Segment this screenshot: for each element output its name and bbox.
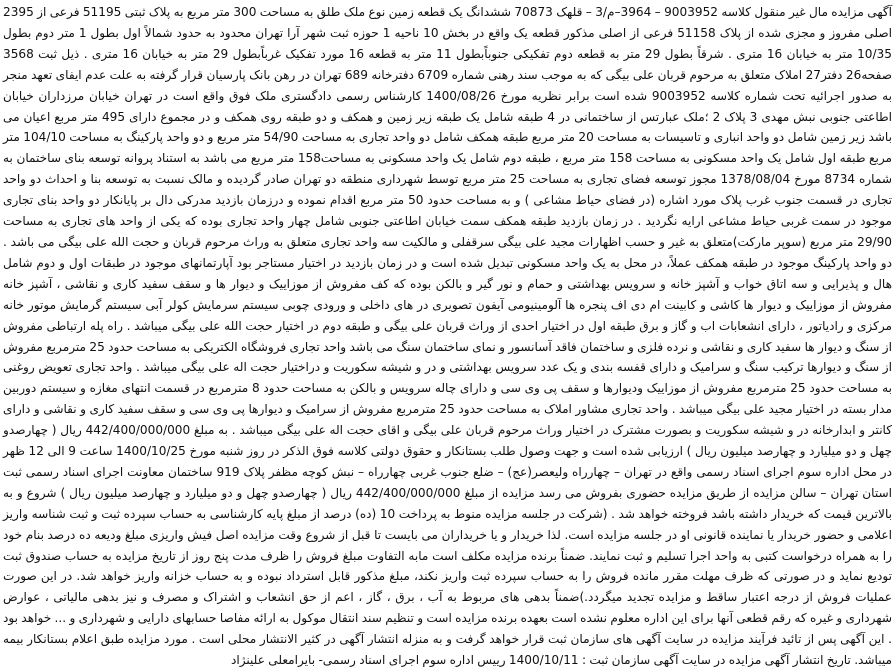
auction-notice-text: آگهی مزایده مال غیر منقول کلاسه 9003952 – 3964–م/3 – قلهک 70873 ششدانگ یک قطعه زمین نوع ملک طلق به مساحت 300 متر مربع به پلاک ثبتی 51195 فرعی از 2395 اصلی مفروز و مجزی شده از پلاک 51158 فرعی از اصلی مذکور قطعه یک واقع در بخش 10 ناحیه 1 حوزه ثبت شهر آرا تهران محدود به حدود شمالاً اول بطول 1 متر دوم بطول 10/35 متر به خیابان 16 متری . شرقاً بطول 29 متر به قطعه دوم تفکیکی جنوباًبطول 11 متر به قطعه 16 مورد تفکیک غرباًبطول 29 متر به خیابان 16 متری . ذیل ثبت 3568 صفحه26 دفتر27 املاک متعلق به مرحوم قربان علی بیگی که به موجب سند رهنی شماره 6709 دفترخانه 689 تهران در رهن بانک پارسیان قرار گرفته به علت عدم ایفای تعهد منجر به صدور اجرائیه تحت شماره کلاسه 9003952 شده است برابر نظریه مورخ 1400/08/26 کارشناس رسمی دادگستری ملک فوق واقع است در تهران خیابان مرزداران خیابان اطاعتی جنوبی نبش مهدی 3 پلاک 2 ؛ملک عبارتس از ساختمانی در 4 طبقه شامل یک طبقه زیر زمین و همکف و دو طبقه روی همکف و در مجموع دارای 495 متر مربع اعیان می باشد زیر زمین شامل دو واحد انباری و تاسیسات به مساحت 20 متر مربع طبقه همکف شامل دو واحد تجاری به مساحت 54/90 متر مربع و دو واحد پارکینگ به مساحت 104/10 متر مربع طبقه اول شامل یک واحد مسکونی به مساحت 158 متر مربع ، طبقه دوم شامل یک واحد مسکونی به مساحت158 متر مربع می باشد به استناد پروانه توسعه بنای ساختمان به شماره 8734 مورخ 1378/08/04 مجوز توسعه فضای تجاری به مساحت 25 متر مربع توسط شهرداری منطقه دو تهران صادر گردیده و مالک نسبت به توسعه بنا و احداث دو واحد تجاری در قسمت جنوب غرب پلاک مورد اشاره (در فضای حیاط مشاعی ) و به مساحت حدود 50 متر مربع اقدام نموده و درزمان بازدید مدرکی دال بر پایانکار دو واحد بنای تجاری موجود در سمت غربی حیاط مشاعی ارایه نگردید . در زمان بازدید طبقه همکف سمت خیابان اطاعتی جنوبی شامل چهار واحد تجاری بوده که یکی از واحد های تجاری به مساحت 29/90 متر مربع (سوپر مارکت)متعلق به غیر و حسب اظهارات مجید علی بیگی سرقفلی و مالکیت سه واحد تجاری متعلق به وراث مرحوم قربان و حجت الله علی بیگی می باشد . دو واحد پارکینگ موجود در طبقه همکف عملاً، در محل به یک واحد مسکونی تبدیل شده است و در زمان بازدید در اختیار مستاجر بود آپارتمانهای موجود در طبقات اول و دوم شامل هال و پذیرایی و سه اتاق خواب و آشپز خانه و سرویس بهداشتی و حمام و نور گیر و بالکن بوده که کف مفروش از موزاییک و دیوار ها و سقف سفید کاری و نقاشی ، آشپز خانه مفروش از موزاییک و دیوار ها کاشی و کابینت ام دی اف پنجره ها آلومینیومی آیفون تصویری در های داخلی و ورودی چوبی سیستم سرمایش کولر آبی سیستم گرمایش موتور خانه مرکزی و رادیاتور ، دارای انشعابات اب و گاز و برق طبقه اول در اختیار احدی از وراث قربان علی بیگی و طبقه دوم در اختیار حجت الله علی بیگی میباشد . راه پله ارتباطی مفروش از سنگ و دیوار ها سفید کاری و نقاشی و نرده فلزی و ساختمان فاقد آسانسور و نمای ساختمان سنگ می باشد واحد تجاری فروشگاه الکتریکی به مساحت حدود 25 مترمربع مفروش از سنگ و دیوارها ترکیب سنگ و سرامیک و دارای قفسه بندی و یک عدد سرویس بهداشتی و در و شیشه سکوریت و دراختیار حجت اله علی بیگی میباشد . واحد تجاری تعویض روغنی به مساحت حدود 25 مترمربع مفروش از موزاییک ودیوارها و سقف پی وی سی و دارای چاله سرویس و بالکن به مساحت حدود 8 مترمربع در قسمت انتهای مغازه و سیستم دوربین مدار بسته در اختیار مجید علی بیگی میباشد . واحد تجاری مشاور املاک به مساحت حدود 25 مترمربع مفروش از سرامیک و دیوارها پی وی سی و سقف سفید کاری و نقاشی و دارای کانتر و ابدارخانه در و شیشه سکوریت و بصورت مشترک در اختیار وراث مرحوم قربان علی بیگی و اقای حجت اله علی بیگی میباشد . به مبلغ 442/400/000/000 ریال ( چهارصدو چهل و دو میلیارد و چهارصد میلیون ریال ) ارزیابی شده است و جهت وصول طلب بستانکار و حقوق دولتی کلاسه فوق الذکر در روز شنبه مورخ 1400/10/25 ساعت 9 الی 12 ظهر در محل اداره سوم اجرای اسناد رسمی واقع در تهران – چهارراه ولیعصر(عج) – ضلع جنوب غربی چهارراه – نبش کوچه مظفر پلاک 919 ساختمان معاونت اجرای اسناد رسمی ثبت استان تهران – سالن مزایده از طریق مزایده حضوری بفروش می رسد مزایده از مبلغ 442/400/000/000 ریال ( چهارصدو چهل و دو میلیارد و چهارصد میلیون ریال ) شروع و به بالاترین قیمت که خریدار داشته باشد فروخته خواهد شد . (شرکت در جلسه مزایده منوط به پرداخت 10 (ده) درصد از مبلغ پایه کارشناسی به حساب سپرده ثبت و ثبت شناسه واریز اعلامی و حضور خریدار یا نماینده قانونی او در جلسه مزایده است. لذا خریدار و یا خریداران می بایست تا قبل از شروع وقت مزایده اصل فیش واریزی مبلغ ودیعه ده درصد بنام خود را به همراه درخواست کتبی به واحد اجرا تسلیم و ثبت نمایند. ضمناً برنده مزایده مکلف است مابه التفاوت مبلغ فروش را ظرف مدت پنج روز از تاریخ مزایده به حساب صندوق ثبت تودیع نماید و در صورتی که ظرف مهلت مقرر مانده فروش را به حساب سپرده ثبت واریز نکند، مبلغ مذکور قابل استرداد نبوده و به حساب خزانه واریز خواهد شد. در این صورت عملیات فروش از درجه اعتبار ساقط و مزایده تجدید میگردد.)ضمناً بدهی های مربوط به آب ، برق ، گاز ، اعم از حق انشعاب و اشتراک و مصرف و نیز بدهی مالیاتی ، عوارض شهرداری و غیره که رقم قطعی آنها برای این اداره معلوم نشده است بعهده برنده مزایده است و تنظیم سند انتقال موکول به ارائه مفاصا حسابهای دارایی و شهرداری و ... خواهد بود . این آگهی پس از تائید فرآیند مزایده در سایت آگهی های سازمان ثبت قرار خواهد گرفت و به منزله انتشار آگهی در کثیر الانتشار محلی است . مورد مزایده طبق اعلام بستانکار بیمه میباشد. تاریخ انتشار آگهی مزایده در سایت آگهی سازمان ثبت : 1400/10/11 رییس اداره سوم اجرای اسناد رسمی- بایرامعلی علینژاد: [3, 5, 893, 668]
